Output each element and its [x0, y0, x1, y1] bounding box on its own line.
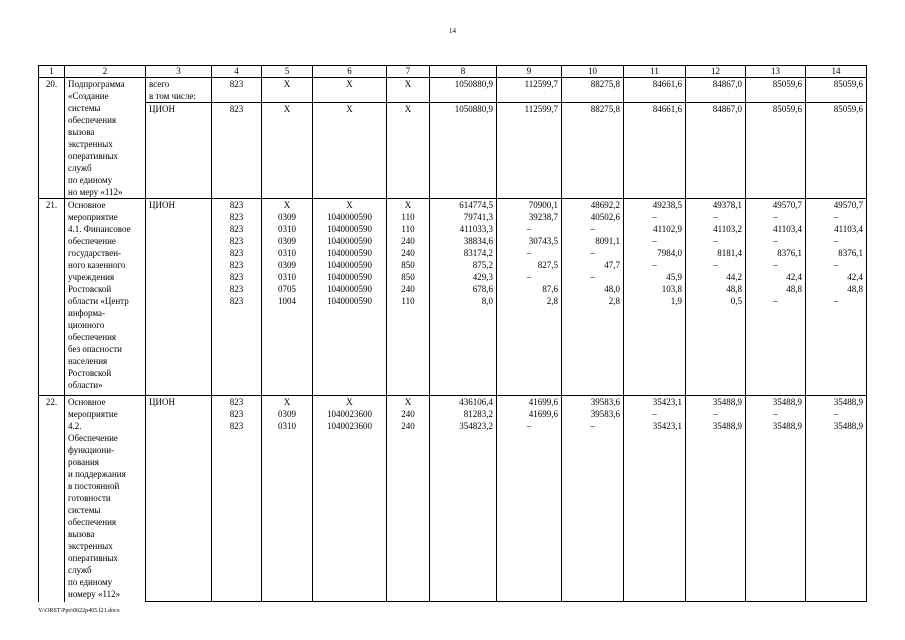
- value-cell: 0,5: [686, 295, 746, 395]
- value-cell: –: [497, 247, 562, 259]
- value-cell: 823: [212, 259, 262, 271]
- value-cell: 0310: [262, 247, 313, 259]
- column-number-header: 9: [497, 66, 562, 78]
- row-number: 21.: [39, 199, 65, 396]
- value-cell: –: [806, 235, 867, 247]
- value-cell: 30743,5: [497, 235, 562, 247]
- value-cell: 41103,4: [746, 223, 806, 235]
- value-cell: 354823,2: [430, 420, 497, 602]
- value-cell: –: [806, 259, 867, 271]
- table-row: [39, 271, 867, 283]
- column-number-header: 4: [212, 66, 262, 78]
- value-cell: 823: [212, 395, 262, 408]
- value-cell: 1040000590: [313, 235, 387, 247]
- value-cell: 35488,9: [746, 395, 806, 408]
- column-number-header: 12: [686, 66, 746, 78]
- table-row: [39, 420, 867, 602]
- value-cell: 84867,0: [686, 103, 746, 199]
- value-cell: 35488,9: [746, 420, 806, 602]
- row-number: 22.: [39, 395, 65, 602]
- value-cell: 8,0: [430, 295, 497, 395]
- value-cell: 240: [387, 420, 430, 602]
- column-number-header: 6: [313, 66, 387, 78]
- value-cell: 0309: [262, 235, 313, 247]
- value-cell: 875,2: [430, 259, 497, 271]
- value-cell: 1050880,9: [430, 103, 497, 199]
- value-cell: 45,9: [624, 271, 686, 283]
- value-cell: –: [746, 211, 806, 223]
- executor-cell: [146, 235, 212, 247]
- value-cell: 0310: [262, 420, 313, 602]
- value-cell: 823: [212, 271, 262, 283]
- value-cell: 8091,1: [562, 235, 624, 247]
- value-cell: 2,8: [562, 295, 624, 395]
- executor-cell: [146, 420, 212, 602]
- value-cell: 1040000590: [313, 271, 387, 283]
- value-cell: 110: [387, 223, 430, 235]
- value-cell: 823: [212, 78, 262, 103]
- value-cell: 0310: [262, 223, 313, 235]
- value-cell: 49238,5: [624, 199, 686, 212]
- value-cell: 823: [212, 420, 262, 602]
- value-cell: 35488,9: [686, 420, 746, 602]
- value-cell: 41103,4: [806, 223, 867, 235]
- value-cell: 823: [212, 408, 262, 420]
- value-cell: –: [806, 295, 867, 395]
- value-cell: Х: [313, 395, 387, 408]
- value-cell: 85059,6: [746, 103, 806, 199]
- value-cell: 41699,6: [497, 408, 562, 420]
- value-cell: –: [562, 223, 624, 235]
- value-cell: 436106,4: [430, 395, 497, 408]
- value-cell: 81283,2: [430, 408, 497, 420]
- column-number-header: 8: [430, 66, 497, 78]
- value-cell: 110: [387, 295, 430, 395]
- table-row: [39, 259, 867, 271]
- budget-table: [38, 65, 867, 602]
- value-cell: 0310: [262, 271, 313, 283]
- value-cell: 823: [212, 235, 262, 247]
- value-cell: –: [562, 247, 624, 259]
- table-header-row: [39, 66, 867, 78]
- value-cell: –: [746, 259, 806, 271]
- executor-cell: [146, 211, 212, 223]
- value-cell: 103,8: [624, 283, 686, 295]
- value-cell: Х: [387, 199, 430, 212]
- table-row: [39, 283, 867, 295]
- value-cell: 85059,6: [746, 78, 806, 103]
- table-row: [39, 247, 867, 259]
- value-cell: 1040000590: [313, 211, 387, 223]
- value-cell: 49570,7: [746, 199, 806, 212]
- program-name: Основное мероприятие 4.2. Обеспечение функциони- рования и поддержания в постоянной готовности системы обеспечения вызова экстренных оперативных служб по единому номеру «112»: [65, 395, 146, 602]
- column-number-header: 10: [562, 66, 624, 78]
- value-cell: –: [806, 211, 867, 223]
- value-cell: –: [497, 420, 562, 602]
- value-cell: 1040000590: [313, 247, 387, 259]
- value-cell: 827,5: [497, 259, 562, 271]
- value-cell: 35423,1: [624, 395, 686, 408]
- value-cell: 47,7: [562, 259, 624, 271]
- value-cell: 79741,3: [430, 211, 497, 223]
- value-cell: 1040023600: [313, 420, 387, 602]
- value-cell: 35488,9: [686, 395, 746, 408]
- column-number-header: 14: [806, 66, 867, 78]
- value-cell: 41699,6: [497, 395, 562, 408]
- value-cell: 110: [387, 211, 430, 223]
- column-number-header: 11: [624, 66, 686, 78]
- value-cell: Х: [387, 395, 430, 408]
- column-number-header: 2: [65, 66, 146, 78]
- value-cell: Х: [313, 103, 387, 199]
- table-row: [39, 78, 867, 103]
- executor-cell: [146, 271, 212, 283]
- value-cell: –: [686, 211, 746, 223]
- table-row: [39, 295, 867, 395]
- table-row: [39, 211, 867, 223]
- value-cell: 41102,9: [624, 223, 686, 235]
- value-cell: 83174,2: [430, 247, 497, 259]
- value-cell: 678,6: [430, 283, 497, 295]
- value-cell: 823: [212, 247, 262, 259]
- value-cell: 42,4: [746, 271, 806, 283]
- value-cell: –: [624, 259, 686, 271]
- value-cell: –: [746, 235, 806, 247]
- value-cell: 823: [212, 223, 262, 235]
- executor-cell: всего в том числе:: [146, 78, 212, 103]
- value-cell: 0309: [262, 408, 313, 420]
- column-number-header: 13: [746, 66, 806, 78]
- value-cell: –: [562, 420, 624, 602]
- value-cell: 88275,8: [562, 103, 624, 199]
- value-cell: 240: [387, 408, 430, 420]
- value-cell: 39583,6: [562, 408, 624, 420]
- value-cell: 49570,7: [806, 199, 867, 212]
- value-cell: –: [746, 295, 806, 395]
- value-cell: –: [497, 223, 562, 235]
- value-cell: 614774,5: [430, 199, 497, 212]
- value-cell: 850: [387, 271, 430, 283]
- value-cell: –: [624, 235, 686, 247]
- value-cell: 823: [212, 283, 262, 295]
- value-cell: 1050880,9: [430, 78, 497, 103]
- value-cell: 84661,6: [624, 103, 686, 199]
- column-number-header: 5: [262, 66, 313, 78]
- value-cell: 48,0: [562, 283, 624, 295]
- value-cell: 70900,1: [497, 199, 562, 212]
- row-number: 20.: [39, 78, 65, 199]
- value-cell: 35423,1: [624, 420, 686, 602]
- table-row: [39, 395, 867, 408]
- value-cell: 8376,1: [806, 247, 867, 259]
- value-cell: Х: [387, 78, 430, 103]
- value-cell: 1040023600: [313, 408, 387, 420]
- value-cell: 112599,7: [497, 103, 562, 199]
- executor-cell: [146, 247, 212, 259]
- value-cell: –: [624, 408, 686, 420]
- value-cell: 41103,2: [686, 223, 746, 235]
- value-cell: –: [562, 271, 624, 283]
- value-cell: 48,8: [746, 283, 806, 295]
- value-cell: 240: [387, 247, 430, 259]
- value-cell: 823: [212, 211, 262, 223]
- value-cell: 84661,6: [624, 78, 686, 103]
- value-cell: 112599,7: [497, 78, 562, 103]
- executor-cell: [146, 295, 212, 395]
- value-cell: 823: [212, 103, 262, 199]
- program-name: Подпрограмма «Создание системы обеспечения вызова экстренных оперативных служб по единому но меру «112»: [65, 78, 146, 199]
- value-cell: 7984,0: [624, 247, 686, 259]
- value-cell: 48692,2: [562, 199, 624, 212]
- value-cell: Х: [262, 103, 313, 199]
- value-cell: 39238,7: [497, 211, 562, 223]
- value-cell: Х: [262, 395, 313, 408]
- program-name: Основное мероприятие 4.1. Финансовое обеспечение государствен- ного казенного учреждения Ростовской области «Центр информа- ционного обеспечения без опасности населения Ростовской области»: [65, 199, 146, 396]
- executor-cell: ЦИОН: [146, 395, 212, 408]
- value-cell: 2,8: [497, 295, 562, 395]
- value-cell: 39583,6: [562, 395, 624, 408]
- value-cell: 48,8: [806, 283, 867, 295]
- value-cell: 1,9: [624, 295, 686, 395]
- value-cell: 49378,1: [686, 199, 746, 212]
- value-cell: 1040000590: [313, 295, 387, 395]
- value-cell: 1040000590: [313, 259, 387, 271]
- table-row: [39, 235, 867, 247]
- table-row: [39, 103, 867, 199]
- value-cell: –: [686, 235, 746, 247]
- executor-cell: ЦИОН: [146, 199, 212, 212]
- value-cell: Х: [262, 78, 313, 103]
- value-cell: –: [624, 211, 686, 223]
- executor-cell: [146, 223, 212, 235]
- value-cell: 240: [387, 235, 430, 247]
- value-cell: Х: [262, 199, 313, 212]
- value-cell: 1040000590: [313, 283, 387, 295]
- value-cell: 1040000590: [313, 223, 387, 235]
- value-cell: 1004: [262, 295, 313, 395]
- value-cell: 84867,0: [686, 78, 746, 103]
- value-cell: 411033,3: [430, 223, 497, 235]
- value-cell: –: [686, 408, 746, 420]
- column-number-header: 1: [39, 66, 65, 78]
- value-cell: –: [686, 259, 746, 271]
- value-cell: 240: [387, 283, 430, 295]
- value-cell: Х: [313, 199, 387, 212]
- table-row: [39, 223, 867, 235]
- value-cell: –: [806, 408, 867, 420]
- executor-cell: ЦИОН: [146, 103, 212, 199]
- executor-cell: [146, 259, 212, 271]
- value-cell: 88275,8: [562, 78, 624, 103]
- table-row: [39, 199, 867, 212]
- value-cell: –: [746, 408, 806, 420]
- value-cell: 0705: [262, 283, 313, 295]
- table-row: [39, 408, 867, 420]
- value-cell: 85059,6: [806, 78, 867, 103]
- value-cell: 44,2: [686, 271, 746, 283]
- value-cell: 823: [212, 199, 262, 212]
- executor-cell: [146, 283, 212, 295]
- column-number-header: 3: [146, 66, 212, 78]
- column-number-header: 7: [387, 66, 430, 78]
- value-cell: 40502,6: [562, 211, 624, 223]
- footer-file-path: Y:\ORST\Ppo\0622p465.f21.docx: [38, 608, 120, 614]
- value-cell: 87,6: [497, 283, 562, 295]
- value-cell: 48,8: [686, 283, 746, 295]
- value-cell: 35488,9: [806, 395, 867, 408]
- value-cell: 8376,1: [746, 247, 806, 259]
- value-cell: 850: [387, 259, 430, 271]
- executor-cell: [146, 408, 212, 420]
- value-cell: –: [497, 271, 562, 283]
- value-cell: 823: [212, 295, 262, 395]
- value-cell: 429,3: [430, 271, 497, 283]
- page-number: 14: [449, 27, 456, 35]
- value-cell: Х: [387, 103, 430, 199]
- value-cell: 38834,6: [430, 235, 497, 247]
- value-cell: 85059,6: [806, 103, 867, 199]
- value-cell: Х: [313, 78, 387, 103]
- value-cell: 42,4: [806, 271, 867, 283]
- value-cell: 0309: [262, 211, 313, 223]
- value-cell: 35488,9: [806, 420, 867, 602]
- value-cell: 8181,4: [686, 247, 746, 259]
- value-cell: 0309: [262, 259, 313, 271]
